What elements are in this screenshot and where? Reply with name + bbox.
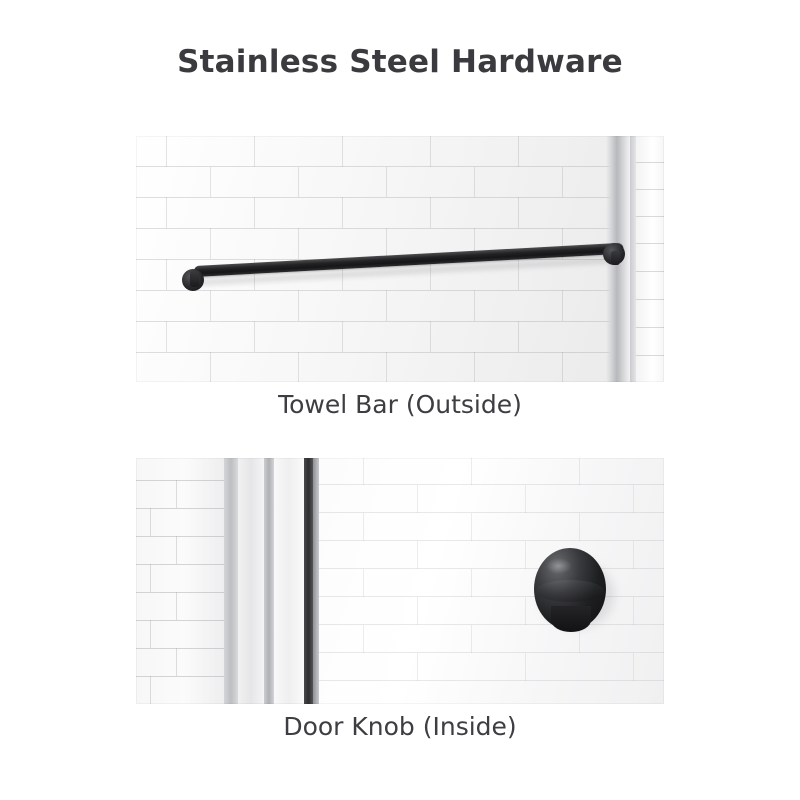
glass-door-face: [319, 458, 664, 704]
towel-bar-left-post: [190, 271, 199, 287]
door-knob-highlight: [546, 558, 572, 574]
left-wall-tiles: [136, 458, 224, 704]
glass-edge-band-2: [238, 458, 264, 704]
door-knob-caption: Door Knob (Inside): [283, 712, 517, 741]
glass-edge-band-3: [264, 458, 274, 704]
page-title: Stainless Steel Hardware: [177, 44, 623, 80]
door-frame-dark-edge: [304, 458, 313, 704]
door-knob-rim: [536, 580, 604, 602]
door-knob-hardware: [534, 548, 612, 634]
glass-edge-band-4: [274, 458, 304, 704]
towel-bar-hardware: [182, 239, 634, 289]
door-knob-photo: [136, 458, 664, 704]
towel-bar-right-post: [611, 251, 620, 265]
glass-edge-band-1: [224, 458, 238, 704]
door-knob-neck: [551, 606, 591, 632]
towel-bar-caption: Towel Bar (Outside): [278, 390, 522, 419]
towel-bar-photo: [136, 136, 664, 382]
side-wall-tiles: [636, 136, 664, 382]
